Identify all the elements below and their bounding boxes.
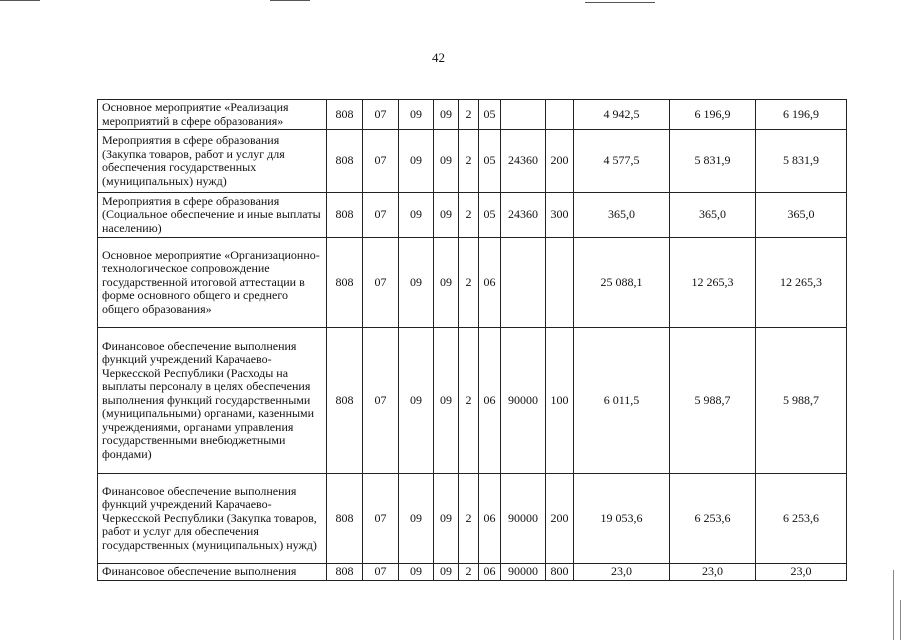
row-value-cell: 09 [434,193,459,238]
row-value-cell: 200 [546,474,574,564]
row-value-cell: 07 [363,238,399,328]
scan-mark-right-edge-2 [900,600,901,640]
row-value-cell: 05 [479,130,501,193]
row-name-cell: Финансовое обеспечение выполнения функций учреждений Карачаево-Черкесской Республики (Закупка товаров, работ и услуг для обеспечения государственных (муниципальных) нужд) [98,474,327,564]
page-number: 42 [432,50,445,65]
row-value-cell: 4 942,5 [574,100,670,130]
row-value-cell: 06 [479,238,501,328]
budget-table [97,99,847,581]
row-value-cell: 05 [479,193,501,238]
row-value-cell: 2 [459,238,479,328]
row-value-cell: 07 [363,130,399,193]
row-value-cell: 2 [459,100,479,130]
row-value-cell: 6 011,5 [574,328,670,474]
row-value-cell: 12 265,3 [670,238,756,328]
row-value-cell: 90000 [501,564,546,581]
row-value-cell: 2 [459,328,479,474]
row-value-cell: 07 [363,328,399,474]
row-value-cell: 07 [363,564,399,581]
row-value-cell: 808 [327,238,363,328]
row-value-cell: 5 831,9 [670,130,756,193]
row-value-cell: 09 [399,328,434,474]
row-value-cell: 2 [459,130,479,193]
row-value-cell: 2 [459,474,479,564]
row-value-cell: 09 [399,130,434,193]
row-value-cell: 90000 [501,328,546,474]
row-name-cell: Финансовое обеспечение выполнения функций учреждений Карачаево-Черкесской Республики (Расходы на выплаты персоналу в целях обеспечения выполнения функций государственными (муниципальными) органами, казенными учреждениями, органами управления государственными внебюджетными фондами) [98,328,327,474]
row-value-cell: 23,0 [670,564,756,581]
row-value-cell: 06 [479,328,501,474]
table-row [98,328,847,474]
row-value-cell: 09 [434,130,459,193]
row-value-cell: 06 [479,564,501,581]
row-value-cell: 09 [399,564,434,581]
row-name-cell: Мероприятия в сфере образования (Социальное обеспечение и иные выплаты населению) [98,193,327,238]
row-value-cell: 09 [434,238,459,328]
row-value-cell: 07 [363,474,399,564]
scan-mark-right-edge [893,570,894,640]
row-value-cell: 4 577,5 [574,130,670,193]
row-value-cell: 300 [546,193,574,238]
row-value-cell: 24360 [501,193,546,238]
row-value-cell: 07 [363,193,399,238]
row-value-cell: 09 [399,474,434,564]
table-row [98,564,847,581]
row-value-cell: 09 [434,564,459,581]
table-row [98,238,847,328]
row-value-cell: 808 [327,474,363,564]
row-value-cell: 90000 [501,474,546,564]
row-value-cell: 808 [327,193,363,238]
row-value-cell: 200 [546,130,574,193]
row-value-cell: 05 [479,100,501,130]
scan-mark-top-left [0,0,40,1]
table-row [98,474,847,564]
row-value-cell: 09 [434,474,459,564]
row-value-cell [501,238,546,328]
row-value-cell: 5 831,9 [756,130,847,193]
row-value-cell: 24360 [501,130,546,193]
row-value-cell [501,100,546,130]
row-value-cell: 808 [327,564,363,581]
row-value-cell: 2 [459,564,479,581]
row-value-cell: 09 [434,100,459,130]
row-name-cell: Финансовое обеспечение выполнения [98,564,327,581]
row-value-cell: 365,0 [670,193,756,238]
row-value-cell: 5 988,7 [670,328,756,474]
row-value-cell: 365,0 [574,193,670,238]
table-row [98,130,847,193]
row-value-cell: 12 265,3 [756,238,847,328]
row-value-cell: 23,0 [756,564,847,581]
row-value-cell: 2 [459,193,479,238]
row-value-cell: 808 [327,328,363,474]
row-value-cell: 808 [327,130,363,193]
row-value-cell: 25 088,1 [574,238,670,328]
row-value-cell: 800 [546,564,574,581]
row-value-cell: 100 [546,328,574,474]
row-value-cell: 6 253,6 [756,474,847,564]
table-row [98,100,847,130]
row-value-cell: 09 [434,328,459,474]
row-value-cell: 06 [479,474,501,564]
row-name-cell: Мероприятия в сфере образования (Закупка товаров, работ и услуг для обеспечения государственных (муниципальных) нужд) [98,130,327,193]
row-value-cell: 19 053,6 [574,474,670,564]
row-value-cell: 23,0 [574,564,670,581]
row-name-cell: Основное мероприятие «Реализация мероприятий в сфере образования» [98,100,327,130]
row-value-cell: 6 196,9 [756,100,847,130]
row-value-cell [546,100,574,130]
row-name-cell: Основное мероприятие «Организационно-технологическое сопровождение государственной итоговой аттестации в форме основного общего и среднего общего образования» [98,238,327,328]
row-value-cell: 09 [399,238,434,328]
row-value-cell [546,238,574,328]
scan-mark-top-right [585,2,655,3]
row-value-cell: 365,0 [756,193,847,238]
scan-mark-top-center [270,0,310,1]
row-value-cell: 6 196,9 [670,100,756,130]
row-value-cell: 09 [399,193,434,238]
row-value-cell: 5 988,7 [756,328,847,474]
row-value-cell: 09 [399,100,434,130]
table-row [98,193,847,238]
row-value-cell: 808 [327,100,363,130]
row-value-cell: 6 253,6 [670,474,756,564]
row-value-cell: 07 [363,100,399,130]
